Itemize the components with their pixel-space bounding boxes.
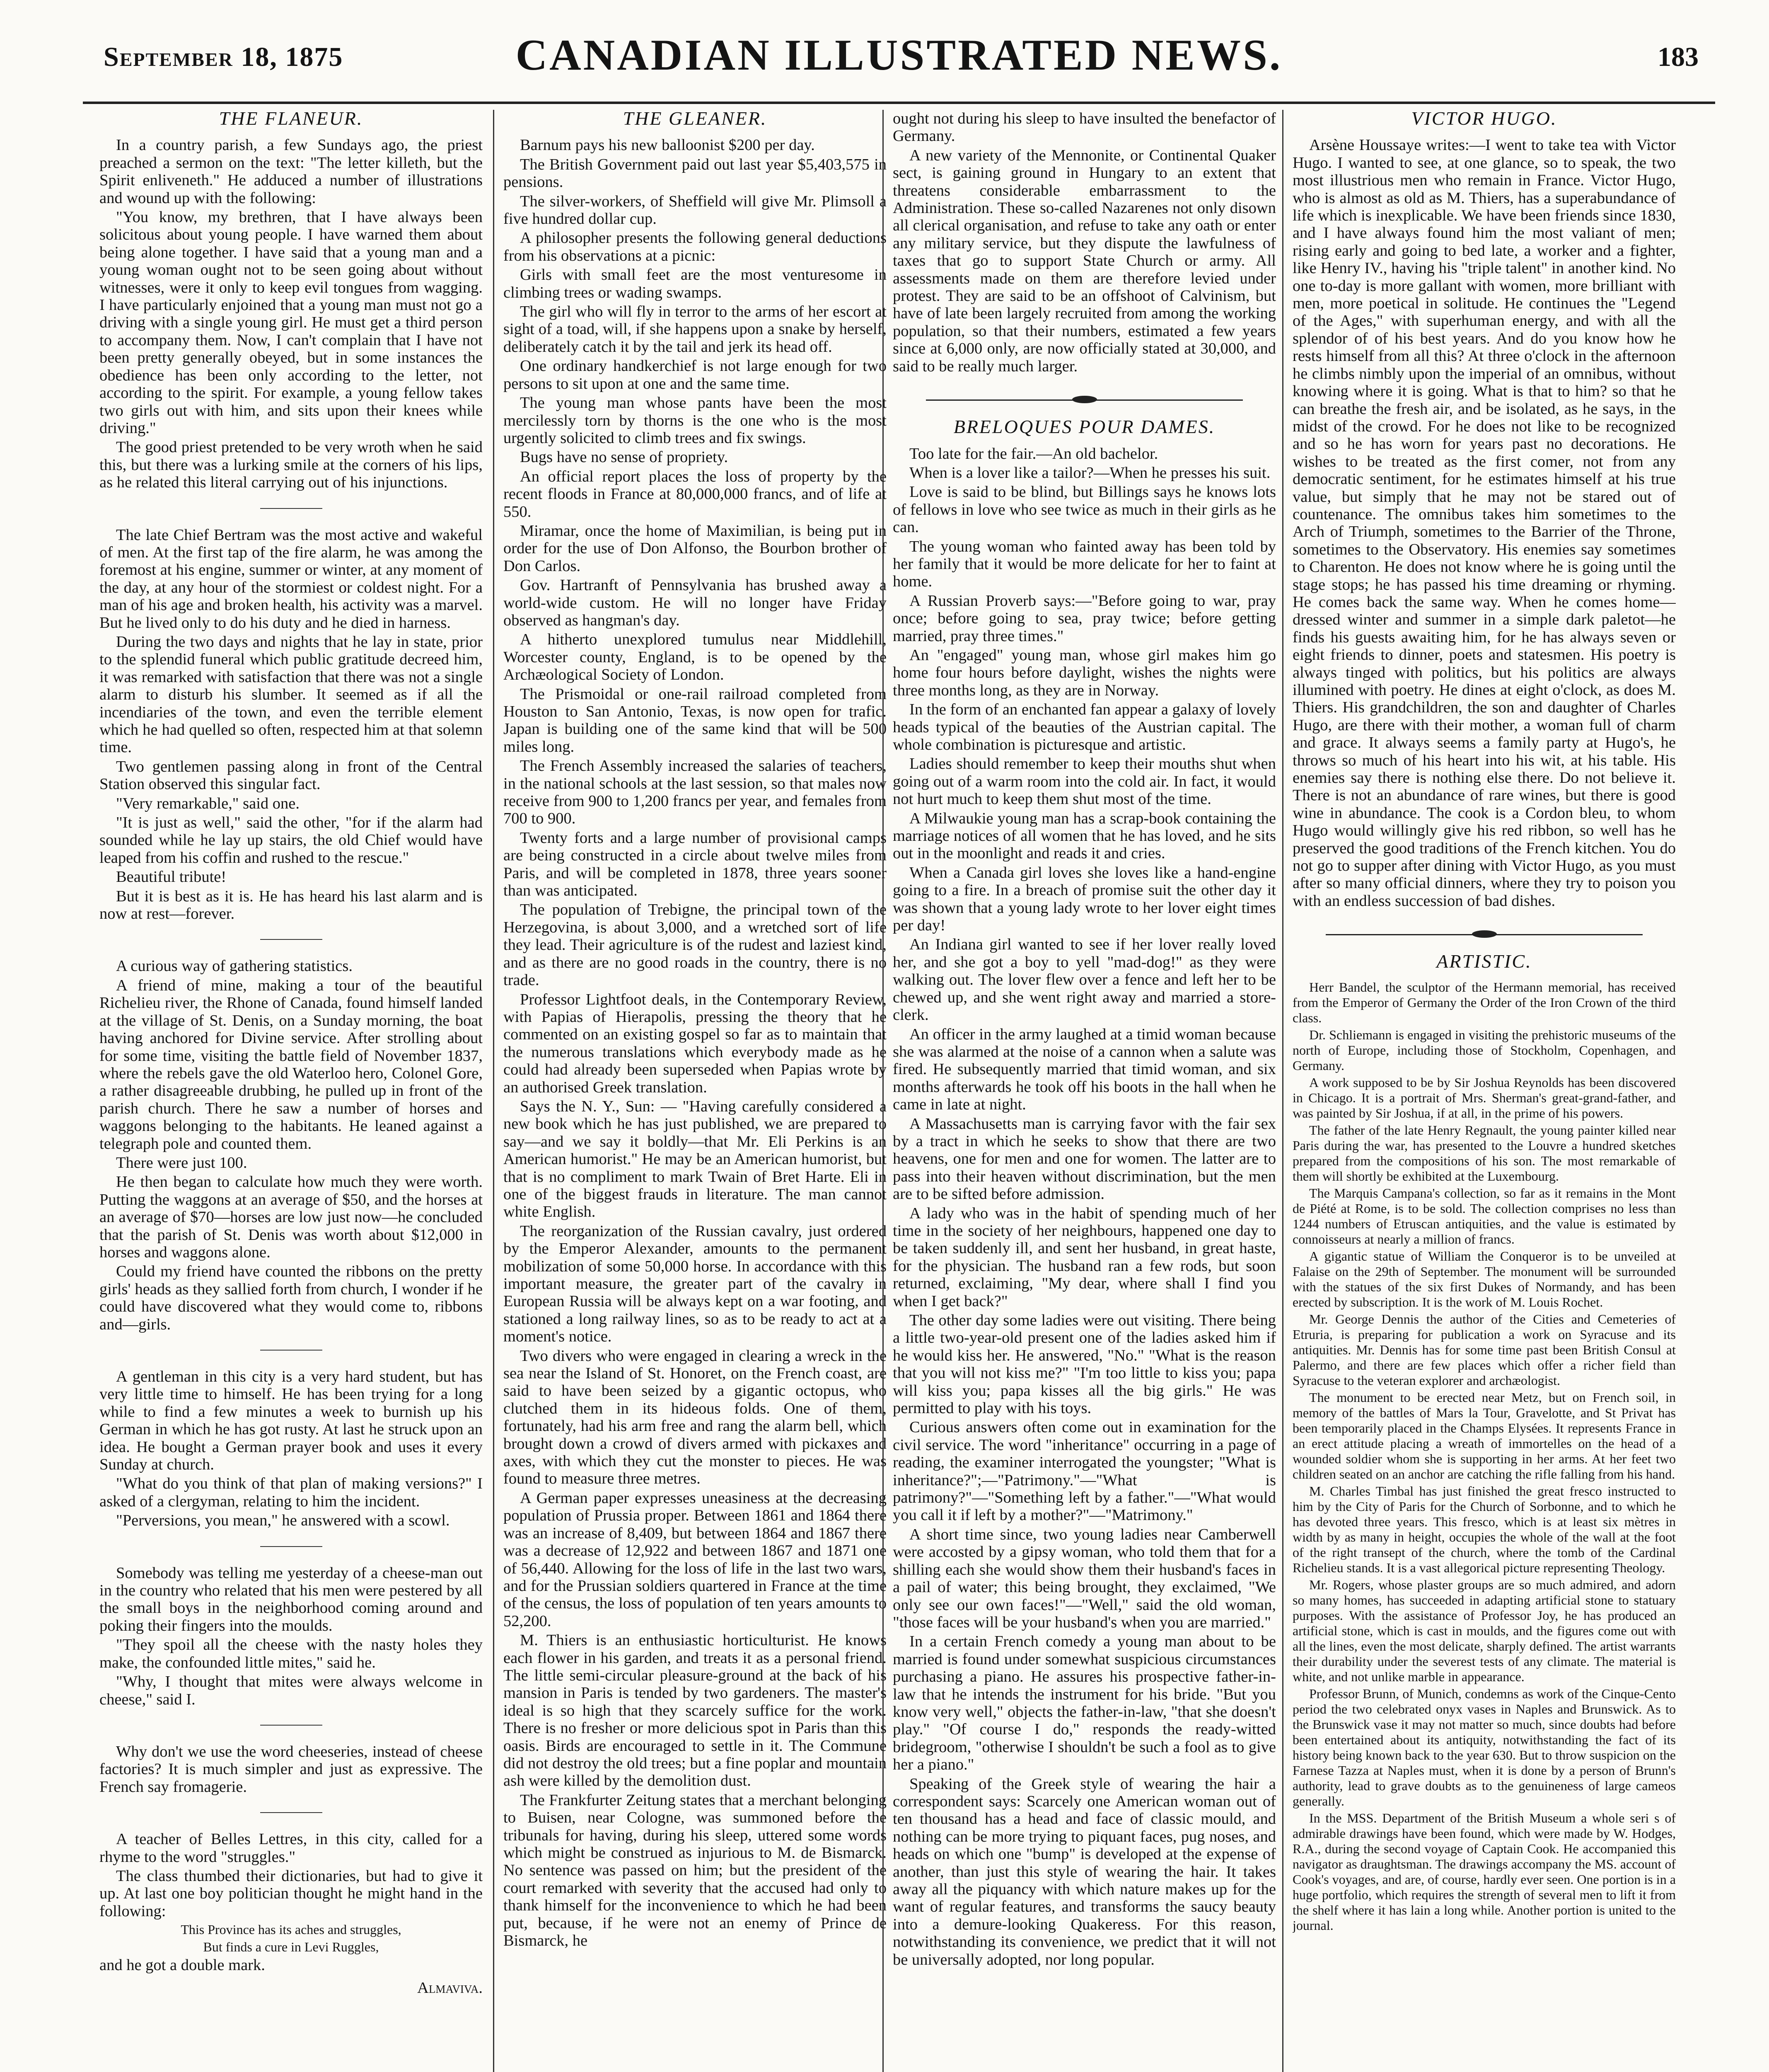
article-paragraph: Mr. Rogers, whose plaster groups are so much admired, and adorn so many homes, has succeeded in adapting artificial stone to statuary purposes. With the assistance of Professor Joy, he has produced an artificial stone, which is cast in moulds, and the figures come out with all the lines, even the most delicate, sharply defined. The artist warrants their durability under the severest tests of any climate. The material is white, and not unlike marble in appearance.: [1293, 1577, 1676, 1684]
verse-line: This Province has its aches and struggles,: [181, 1922, 401, 1937]
article-paragraph: The Frankfurter Zeitung states that a merchant belonging to Buisen, near Cologne, was summoned before the tribunals for having, during his sleep, uttered some words which might be construed as injurious to M. de Bismarck. No sentence was passed on him; but the president of the court remarked with severity that the accused had only to thank himself for the inconvenience to which he had been put, because, if he were not an enemy of Prince de Bismarck, he: [503, 1791, 887, 1950]
article-paragraph: Two divers who were engaged in clearing a wreck in the sea near the Island of St. Honoret, on the French coast, are said to have been seized by a gigantic octopus, who clutched them in its hideous folds. One of them, fortunately, had his arm free and rang the alarm bell, which brought down a crowd of divers armed with pickaxes and axes, with which they cut the monster to pieces. He was found to measure three metres.: [503, 1347, 887, 1488]
article-paragraph: Somebody was telling me yesterday of a cheese-man out in the country who related that his men were pestered by all the small boys in the neighborhood coming around and poking their fingers into the moulds.: [99, 1564, 483, 1634]
article-paragraph: The good priest pretended to be very wroth when he said this, but there was a lurking smile at the corners of his lips, as he related this literal carrying out of his injunctions.: [99, 438, 483, 491]
article-paragraph: The Prismoidal or one-rail railroad completed from Houston to San Antonio, Texas, is now open for trafic. Japan is building one of the same kind that will be 500 miles long.: [503, 685, 887, 755]
article-paragraph: Speaking of the Greek style of wearing the hair a correspondent says: Scarcely one American woman out of ten thousand has a head and face of classic mould, and nothing can be more trying to piquant faces, pug noses, and heads on which one "bump" is developed at the expense of another, than just this style of wearing the hair. It takes away all the piquancy with which nature makes up for the want of regular features, and transforms the saucy beauty into a demure-looking Quakeress. For this reason, notwithstanding its convenience, we predict that it will not be universally adopted, nor long popular.: [893, 1775, 1276, 1968]
article-paragraph: A curious way of gathering statistics.: [116, 957, 353, 975]
issue-date: September 18, 1875: [104, 42, 343, 72]
article-paragraph: A short time since, two young ladies near Camberwell were accosted by a gipsy woman, who told them that for a shilling each she would show them their husband's faces in a pail of water; this being brought, they exclaimed, "We only see our own faces!"—"Well," said the old woman, "those faces will be your husband's when you are married.": [893, 1525, 1276, 1631]
newspaper-title: CANADIAN ILLUSTRATED NEWS.: [515, 31, 1283, 79]
article-paragraph: M. Thiers is an enthusiastic horticulturist. He knows each flower in his garden, and treats it as a personal friend. The little semi-circular pleasure-ground at the back of his mansion in Paris is tended by two gardeners. The master's ideal is so high that they scarcely suffice for the work. There is no fresher or more delicious spot in Paris than this oasis. Birds are encouraged to settle in it. The Commune did not destroy the old trees; but a fine poplar and mountain ash were killed by the demolition dust.: [503, 1631, 887, 1790]
separator-rule: [260, 939, 322, 940]
article-paragraph: An "engaged" young man, whose girl makes him go home four hours before daylight, wishes the nights were three months long, as they are in Norway.: [893, 646, 1276, 699]
section-title-victor-hugo: VICTOR HUGO.: [1411, 110, 1557, 129]
article-paragraph: Too late for the fair.—An old bachelor.: [909, 445, 1158, 462]
article-paragraph: The monument to be erected near Metz, but on French soil, in memory of the battles of Mars la Tour, Gravelotte, and St Privat has been temporarily placed in the Champs Elysées. It represents France in an erect attitude placing a wreath of immortelles on the head of a wounded soldier whom she is supporting in her arms. At her feet two children seated on an anchor are catching the rifle falling from his hand.: [1293, 1389, 1676, 1481]
article-paragraph: A friend of mine, making a tour of the beautiful Richelieu river, the Rhone of Canada, found himself landed at the village of St. Denis, on a Sunday morning, the boat having anchored for Divine service. After strolling about for some time, visiting the battle field of November 1837, where the rebels gave the old Waterloo hero, Colonel Gore, a rather disagreeable drubbing, he pulled up in front of the parish church. There he saw a number of horses and waggons belonging to the habitants. He leaned against a telegraph pole and counted them.: [99, 976, 483, 1152]
article-paragraph: Dr. Schliemann is engaged in visiting the prehistoric museums of the north of Europe, including those of Stockholm, Copenhagen, and Germany.: [1293, 1027, 1676, 1073]
article-paragraph: Could my friend have counted the ribbons on the pretty girls' heads as they sallied forth from church, I wonder if he could have discovered what they would come to, ribbons and—girls.: [99, 1263, 483, 1333]
article-paragraph: The British Government paid out last year $5,403,575 in pensions.: [503, 155, 887, 191]
section-title-gleaner: THE GLEANER.: [623, 110, 767, 129]
column-breloques: [893, 110, 1276, 2072]
article-paragraph: There were just 100.: [116, 1154, 247, 1172]
page-number: 183: [1658, 42, 1699, 72]
article-paragraph: The Marquis Campana's collection, so far as it remains in the Mont de Piété at Rome, is to be sold. The collection comprises no less than 1244 numbers of Etruscan antiquities, and the value is estimated by connoisseurs at nearly a million of francs.: [1293, 1185, 1676, 1247]
separator-rule: [260, 1725, 322, 1726]
article-paragraph: Love is said to be blind, but Billings says he knows lots of fellows in love who see twice as much in their girls as he can.: [893, 483, 1276, 536]
article-paragraph: Professor Brunn, of Munich, condemns as work of the Cinque-Cento period the two celebrated onyx vases in Naples and Brunswick. As to the Brunswick vase it may not matter so much, since doubts had before been entertained about its antiquity, notwithstanding the fact of its history being known back to the year 630. But to throw suspicion on the Farnese Tazza at Naples must, when it is done by a person of Brunn's authority, lead to grave doubts as to the genuineness of large cameos generally.: [1293, 1686, 1676, 1808]
article-paragraph: The father of the late Henry Regnault, the young painter killed near Paris during the war, has presented to the Louvre a hundred sketches prepared from the compositions of his son. The most remarkable of them will shortly be exhibited at the Luxembourg.: [1293, 1122, 1676, 1184]
article-paragraph: The late Chief Bertram was the most active and wakeful of men. At the first tap of the fire alarm, he was among the foremost at his engine, summer or winter, at any moment of the day, at any hour of the stormiest or coldest night. For a man of his age and broken health, his activity was a marvel. But he lived only to do his duty and he died in harness.: [99, 526, 483, 632]
article-paragraph: Arsène Houssaye writes:—I went to take tea with Victor Hugo. I wanted to see, at one glance, so to speak, the two most illustrious men who remain in France. Victor Hugo, who is almost as old as M. Thiers, has a superabundance of life which is inexplicable. We have been friends since 1830, and I have always found him the most valiant of men; rising early and going to bed late, a worker and a fighter, like Henry IV., having his "triple talent" in another kind. No one to-day is more gallant with women, more brilliant with men, more poetical in solitude. He continues the "Legend of the Ages," with superhuman energy, and with all the splendor of of his best years. And do you know how he rests himself from all this? At three o'clock in the afternoon he climbs nimbly upon the imperial of an omnibus, without knowing where it is going. What is that to him? so that he can breathe the fresh air, and be isolated, as he says, in the midst of the crowd. For he does not like to be recognized and so he has worn for years past no decorations. He wishes to be treated as the first comer, not from any democratic sentiment, for he estimates himself at his true value, but simply that he may not be stared out of countenance. The omnibus takes him sometimes to the Arch of Triumph, sometimes to the Barrier of the Throne, sometimes to the Observatory. His enemies say sometimes to Charenton. He does not know where he is going until the stage stops; he has passed his time dreaming or rhyming. He comes back the same way. When he comes home—dressed winter and summer in a simple dark paletot—he finds his guests awaiting him, for he has always seven or eight friends to dinner, poets and statesmen. His poetry is always tinged with politics, but his politics are always illumined with poetry. He dines at eight o'clock, as does M. Thiers. His grandchildren, the son and daughter of Charles Hugo, are there with their mother, a woman full of charm and grace. It always seems a family party at Hugo's, he throws so much of his heart into his wit, at his table. His enemies say there is nothing else there. Do not believe it. There is not an abundance of rare wines, but there is good wine in abundance. The cook is a Cordon bleu, to whom Hugo would willingly give his red ribbon, so well has he preserved the good traditions of the French kitchen. You do not go to supper after dining with Victor Hugo, as you must after so many official dinners, where they try to poison you with an endless succession of bad dishes.: [1293, 136, 1676, 910]
verse-line: But finds a cure in Levi Ruggles,: [203, 1939, 379, 1955]
article-paragraph: and he got a double mark.: [99, 1956, 265, 1974]
article-paragraph: "They spoil all the cheese with the nasty holes they make, the confounded little mites," said he.: [99, 1636, 483, 1671]
column-rule: [493, 110, 494, 2072]
article-paragraph: Says the N. Y., Sun: — "Having carefully considered a new book which he has just published, we are prepared to say—and we say it boldly—that Mr. Eli Perkins is an American humorist." He may be an American humorist, but that is no compliment to mark Twain of Bret Harte. Eli in one of the biggest frauds in literature. The man cannot white English.: [503, 1097, 887, 1221]
article-paragraph: A Russian Proverb says:—"Before going to war, pray once; before going to sea, pray twice; before getting married, pray three times.": [893, 592, 1276, 645]
article-paragraph: In a country parish, a few Sundays ago, the priest preached a sermon on the text: "The letter killeth, but the Spirit enliveneth." He adduced a number of illustrations and wound up with the following:: [99, 136, 483, 207]
article-paragraph: The population of Trebigne, the principal town of the Herzegovina, is about 3,000, and a wretched sort of life they lead. Their agriculture is of the rudest and laziest kind, and as there are no good roads in the country, there is no trade.: [503, 901, 887, 989]
article-paragraph: The young man whose pants have been the most mercilessly torn by thorns is the one who is the most urgently solicited to climb trees and fix swings.: [503, 394, 887, 447]
article-paragraph: ought not during his sleep to have insulted the benefactor of Germany.: [893, 110, 1276, 145]
article-paragraph: The other day some ladies were out visiting. There being a little two-year-old present one of the ladies asked him if he would kiss her. He answered, "No." "What is the reason that you will not kiss me?" "I'm too little to kiss you; papa will kiss you; papa kisses all the big girls." He was permitted to play with his toys.: [893, 1312, 1276, 1417]
article-paragraph: "Perversions, you mean," he answered with a scowl.: [116, 1512, 450, 1530]
article-paragraph: Curious answers often come out in examination for the civil service. The word "inheritance" occurring in a page of reading, the examiner interrogated the youngster; "What is inheritance?";—"Patrimony."—"What is patrimony?"—"Something left by a father."—"What would you call it if left by a mother?"—"Matrimony.": [893, 1418, 1276, 1524]
article-paragraph: Why don't we use the word cheeseries, instead of cheese factories? It is much simpler and just as expressive. The French say fromagerie.: [99, 1743, 483, 1796]
section-title-artistic: ARTISTIC.: [1436, 951, 1532, 972]
article-paragraph: A philosopher presents the following general deductions from his observations at a picnic:: [503, 229, 887, 264]
masthead: [83, 0, 1715, 104]
section-title-breloques: BRELOQUES POUR DAMES.: [953, 416, 1216, 438]
article-paragraph: "It is just as well," said the other, "for if the alarm had sounded while he lay up stairs, the old Chief would have leaped from his coffin and rushed to the rescue.": [99, 814, 483, 867]
article-paragraph: A gigantic statue of William the Conqueror is to be unveiled at Falaise on the 29th of September. The monument will be surrounded with the statues of the six first Dukes of Normandy, and has been erected by subscription. It is the work of M. Louis Rochet.: [1293, 1248, 1676, 1310]
article-paragraph: A German paper expresses uneasiness at the decreasing population of Prussia proper. Between 1861 and 1864 there was an increase of 8,409, but between 1864 and 1867 there was a decrease of 12,922 and between 1867 and 1871 one of 56,440. Allowing for the loss of life in the last two wars, and for the Prussian soldiers quartered in France at the time of the census, the loss of population of ten years amounts to 52,200.: [503, 1489, 887, 1630]
column-rule: [1282, 110, 1283, 2072]
article-paragraph: The silver-workers, of Sheffield will give Mr. Plimsoll a five hundred dollar cup.: [503, 192, 887, 228]
article-paragraph: "Why, I thought that mites were always welcome in cheese," said I.: [99, 1673, 483, 1708]
article-paragraph: A teacher of Belles Lettres, in this city, called for a rhyme to the word "struggles.": [99, 1830, 483, 1866]
author-signature: Almaviva.: [417, 1979, 483, 1997]
article-paragraph: A new variety of the Mennonite, or Continental Quaker sect, is gaining ground in Hungary to an extent that threatens considerable embarrassment to the Administration. These so-called Nazarenes not only disown all clerical organisation, and refuse to take any oath or enter any military service, but they dispute the lawfulness of taxes that go to support State Church or army. All assessments made on them are therefore levied under protest. They are said to be an offshoot of Calvinism, but have of late been largely recruited from among the working population, so that their numbers, estimated a few years since at 6,000 only, are now officially stated at 30,000, and said to be really much larger.: [893, 146, 1276, 375]
article-paragraph: Herr Bandel, the sculptor of the Hermann memorial, has received from the Emperor of Germany the Order of the Iron Crown of the third class.: [1293, 979, 1676, 1025]
article-paragraph: Beautiful tribute!: [116, 868, 227, 886]
article-paragraph: An Indiana girl wanted to see if her lover really loved her, and she got a boy to yell "mad-dog!" as they were walking out. The lover flew over a fence and left her to be chewed up, and she went right away and married a store-clerk.: [893, 936, 1276, 1024]
article-paragraph: Professor Lightfoot deals, in the Contemporary Review, with Papias of Hierapolis, pressing the theory that he commented on an existing gospel so far as to maintain that the numerous translations which everybody made as he could had already been superseded when Papias wrote by an authorised Greek translation.: [503, 990, 887, 1096]
separator-rule: [260, 1546, 322, 1547]
article-paragraph: Girls with small feet are the most venturesome in climbing trees or wading swamps.: [503, 266, 887, 301]
article-paragraph: Two gentlemen passing along in front of the Central Station observed this singular fact.: [99, 758, 483, 793]
article-paragraph: "You know, my brethren, that I have always been solicitous about young people. I have warned them about being alone together. I have said that a young man and a young woman ought not to be seen going about without witnesses, were it only to keep evil tongues from wagging. I have particularly enjoined that a young man must not go a driving with a single young girl. He must get a third person to accompany them. Now, I can't complain that I have not been pretty generally obeyed, but in some instances the obedience has been only according to the letter, not according to the spirit. For example, a young fellow takes two girls out with him, and sits upon their knees while driving.": [99, 208, 483, 437]
article-paragraph: One ordinary handkerchief is not large enough for two persons to sit upon at one and the same time.: [503, 357, 887, 392]
article-paragraph: During the two days and nights that he lay in state, prior to the splendid funeral which public gratitude decreed him, it was remarked with satisfaction that there was not a single alarm to disturb his slumber. It seemed as if all the incendiaries of the town, and even the terrible element which he had quelled so often, respected him at that solemn time.: [99, 633, 483, 756]
article-paragraph: A lady who was in the habit of spending much of her time in the society of her neighbours, happened one day to be taken suddenly ill, and sent her husband, in great haste, for the physician. The husband ran a few rods, but soon returned, exclaiming, "My dear, where shall I find you when I get back?": [893, 1204, 1276, 1310]
column-flaneur: [99, 110, 483, 2072]
article-paragraph: An officer in the army laughed at a timid woman because she was alarmed at the noise of a cannon when a salute was fired. He subsequently married that timid woman, and six months afterwards he took off his boots in the hall when he came in late at night.: [893, 1025, 1276, 1113]
ornamental-divider: [893, 392, 1276, 408]
article-paragraph: The French Assembly increased the salaries of teachers, in the national schools at the last session, so that males now receive from 900 to 1,200 francs per year, and females from 700 to 900.: [503, 757, 887, 828]
article-paragraph: Ladies should remember to keep their mouths shut when going out of a warm room into the cold air. In fact, it would not hurt much to keep them shut most of the time.: [893, 755, 1276, 808]
article-paragraph: A Milwaukie young man has a scrap-book containing the marriage notices of all women that he has loved, and he sits out in the moonlight and reads it and cries.: [893, 809, 1276, 862]
article-paragraph: A gentleman in this city is a very hard student, but has very little time to himself. He has been trying for a long while to find a few minutes a week to burnish up his German in which he has got rusty. At last he struck upon an idea. He bought a German prayer book and uses it every Sunday at church.: [99, 1368, 483, 1474]
article-paragraph: A work supposed to be by Sir Joshua Reynolds has been discovered in Chicago. It is a portrait of Mrs. Sherman's great-grand-father, and was painted by Sir Joshua, if at all, in the prime of his powers.: [1293, 1075, 1676, 1121]
article-paragraph: When is a lover like a tailor?—When he presses his suit.: [909, 464, 1271, 482]
article-paragraph: In the form of an enchanted fan appear a galaxy of lovely heads typical of the beauties of the Austrian capital. The whole combination is picturesque and artistic.: [893, 701, 1276, 753]
article-paragraph: Mr. George Dennis the author of the Cities and Cemeteries of Etruria, is preparing for publication a work on Syracuse and its antiquities. Mr. Dennis has for some time past been British Consul at Palermo, and there are few places which offer a richer field than Syracuse to the veteran explorer and archæologist.: [1293, 1311, 1676, 1388]
article-paragraph: The young woman who fainted away has been told by her family that it would be more delicate for her to faint at home.: [893, 537, 1276, 591]
separator-rule: [260, 1350, 322, 1351]
article-paragraph: In a certain French comedy a young man about to be married is found under somewhat suspicious circumstances purchasing a piano. He assures his prospective father-in-law that he intends the instrument for his bride. "But you know very well," objects the father-in-law, "that she doesn't play." "Of course I do," responds the ready-witted bridegroom, "otherwise I shouldn't be such a fool as to give her a piano.": [893, 1633, 1276, 1774]
article-paragraph: But it is best as it is. He has heard his last alarm and is now at rest—forever.: [99, 887, 483, 923]
column-gleaner: [503, 110, 887, 2072]
ornamental-divider: [1293, 926, 1676, 943]
article-paragraph: "What do you think of that plan of making versions?" I asked of a clergyman, relating to him the incident.: [99, 1475, 483, 1510]
article-paragraph: A Massachusetts man is carrying favor with the fair sex by a tract in which he seeks to show that there are two heavens, one for men and one for women. The latter are to pass into their heaven without discrimination, but the men are to be sifted before admission.: [893, 1115, 1276, 1203]
article-paragraph: When a Canada girl loves she loves like a hand-engine going to a fire. In a breach of promise suit the other day it was shown that a young lady wrote to her lover eight times per day!: [893, 864, 1276, 934]
separator-rule: [260, 1812, 322, 1813]
article-paragraph: Barnum pays his new balloonist $200 per day.: [520, 136, 815, 154]
article-paragraph: The reorganization of the Russian cavalry, just ordered by the Emperor Alexander, amounts to the permanent mobilization of some 50,000 horse. In accordance with this important measure, the greater part of the cavalry in European Russia will be always kept on a war footing, and stationed a long railway lines, so as to be ready to act at a moment's notice.: [503, 1222, 887, 1346]
article-paragraph: Twenty forts and a large number of provisional camps are being constructed in a circle about twelve miles from Paris, and will be completed in 1878, three years sooner than was anticipated.: [503, 829, 887, 900]
section-title-flaneur: THE FLANEUR.: [219, 110, 363, 129]
article-paragraph: An official report places the loss of property by the recent floods in France at 80,000,000 francs, and of life at 550.: [503, 467, 887, 520]
article-paragraph: The girl who will fly in terror to the arms of her escort at sight of a toad, will, if she happens upon a snake by herself, deliberately catch it by the tail and jerk its head off.: [503, 303, 887, 356]
article-paragraph: Bugs have no sense of propriety.: [520, 448, 728, 466]
article-paragraph: He then began to calculate how much they were worth. Putting the waggons at an average of $50, and the horses at an average of $70—horses are low just now—he concluded that the parish of St. Denis was worth about $12,000 in horses and waggons alone.: [99, 1173, 483, 1261]
separator-rule: [260, 508, 322, 509]
article-paragraph: Gov. Hartranft of Pennsylvania has brushed away a world-wide custom. He will no longer have Friday observed as hangman's day.: [503, 576, 887, 629]
article-paragraph: The class thumbed their dictionaries, but had to give it up. At last one boy politician thought he might hand in the following:: [99, 1867, 483, 1920]
article-paragraph: A hitherto unexplored tumulus near Middlehill, Worcester county, England, is to be opened by the Archæological Society of London.: [503, 631, 887, 684]
article-paragraph: M. Charles Timbal has just finished the great fresco instructed to him by the City of Paris for the Church of Sorbonne, and to which he has devoted three years. This fresco, which is at least six mètres in width by as many in height, occupies the whole of the wall at the foot of the right transept of the church, where the tomb of the Cardinal Richelieu stands. It is a vast allegorical picture representing Theology.: [1293, 1483, 1676, 1575]
article-paragraph: In the MSS. Department of the British Museum a whole seri s of admirable drawings have been found, which were made by W. Hodges, R.A., during the second voyage of Captain Cook. He accompanied this navigator as draughtsman. The drawings accompany the MS. account of Cook's voyages, and are, of course, hardly ever seen. One portion is in a huge portfolio, which requires the strength of several men to lift it from the shelf where it has lain a long while. Another portion is united to the journal.: [1293, 1810, 1676, 1933]
article-paragraph: "Very remarkable," said one.: [116, 794, 300, 812]
column-victor-hugo: [1293, 110, 1676, 2072]
article-paragraph: Miramar, once the home of Maximilian, is being put in order for the use of Don Alfonso, the Bourbon brother of Don Carlos.: [503, 522, 887, 575]
